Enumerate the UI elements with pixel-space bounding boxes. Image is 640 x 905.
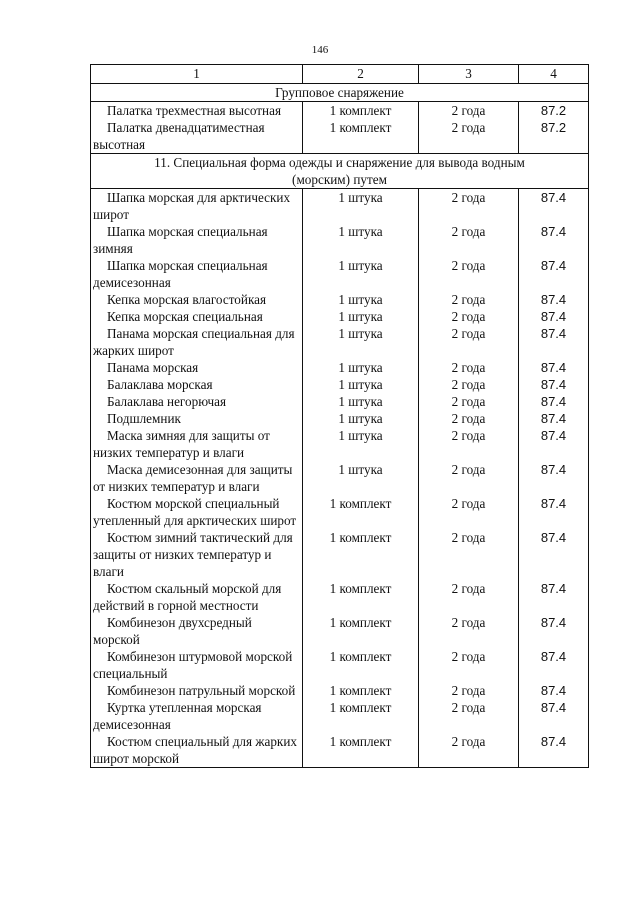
term-cell: 2 года <box>419 291 519 308</box>
column-header: 1 <box>91 65 303 84</box>
reference-cell: 87.4 <box>519 410 589 427</box>
quantity-cell: 1 комплект <box>303 119 419 154</box>
table-row <box>91 189 589 224</box>
item-name-cell: Комбинезон штурмовой морской специальный <box>91 648 303 682</box>
table-row <box>91 119 589 154</box>
quantity-cell: 1 штука <box>303 376 419 393</box>
quantity-cell: 1 комплект <box>303 682 419 699</box>
item-name-cell: Палатка двенадцатиместная высотная <box>91 119 303 154</box>
item-name-cell: Костюм скальный морской для действий в горной местности <box>91 580 303 614</box>
table-row <box>91 461 589 495</box>
item-name-cell: Шапка морская для арктических широт <box>91 189 303 224</box>
reference-cell: 87.4 <box>519 325 589 359</box>
reference-cell: 87.4 <box>519 427 589 461</box>
equipment-table <box>90 64 589 768</box>
item-name-cell: Кепка морская специальная <box>91 308 303 325</box>
reference-cell: 87.4 <box>519 376 589 393</box>
quantity-cell: 1 штука <box>303 410 419 427</box>
quantity-cell: 1 штука <box>303 393 419 410</box>
quantity-cell: 1 штука <box>303 223 419 257</box>
reference-cell: 87.4 <box>519 495 589 529</box>
reference-cell: 87.4 <box>519 308 589 325</box>
reference-cell: 87.4 <box>519 359 589 376</box>
quantity-cell: 1 штука <box>303 189 419 224</box>
item-name-cell: Подшлемник <box>91 410 303 427</box>
term-cell: 2 года <box>419 733 519 768</box>
group-equipment-body <box>91 102 589 154</box>
table-row <box>91 359 589 376</box>
term-cell: 2 года <box>419 102 519 120</box>
table-row <box>91 427 589 461</box>
quantity-cell: 1 штука <box>303 308 419 325</box>
term-cell: 2 года <box>419 325 519 359</box>
quantity-cell: 1 штука <box>303 461 419 495</box>
term-cell: 2 года <box>419 393 519 410</box>
term-cell: 2 года <box>419 410 519 427</box>
column-header: 2 <box>303 65 419 84</box>
reference-cell: 87.4 <box>519 257 589 291</box>
quantity-cell: 1 штука <box>303 325 419 359</box>
item-name-cell: Костюм зимний тактический для защиты от низких температур и влаги <box>91 529 303 580</box>
reference-cell: 87.4 <box>519 580 589 614</box>
reference-cell: 87.4 <box>519 393 589 410</box>
item-name-cell: Шапка морская специальная зимняя <box>91 223 303 257</box>
term-cell: 2 года <box>419 529 519 580</box>
section-heading-group: Групповое снаряжение <box>91 84 589 102</box>
item-name-cell: Маска зимняя для защиты от низких температур и влаги <box>91 427 303 461</box>
item-name-cell: Шапка морская специальная демисезонная <box>91 257 303 291</box>
reference-cell: 87.4 <box>519 223 589 257</box>
term-cell: 2 года <box>419 119 519 154</box>
reference-cell: 87.4 <box>519 682 589 699</box>
table-row <box>91 376 589 393</box>
table-row <box>91 393 589 410</box>
table-row <box>91 223 589 257</box>
quantity-cell: 1 комплект <box>303 614 419 648</box>
table-row <box>91 495 589 529</box>
quantity-cell: 1 комплект <box>303 102 419 120</box>
table-row <box>91 648 589 682</box>
term-cell: 2 года <box>419 223 519 257</box>
term-cell: 2 года <box>419 189 519 224</box>
table-row <box>91 733 589 768</box>
quantity-cell: 1 комплект <box>303 529 419 580</box>
table-row <box>91 699 589 733</box>
column-header: 4 <box>519 65 589 84</box>
reference-cell: 87.4 <box>519 529 589 580</box>
table-header-row <box>91 65 589 84</box>
term-cell: 2 года <box>419 495 519 529</box>
quantity-cell: 1 комплект <box>303 495 419 529</box>
item-name-cell: Комбинезон патрульный морской <box>91 682 303 699</box>
table-row <box>91 529 589 580</box>
reference-cell: 87.4 <box>519 189 589 224</box>
table-row <box>91 308 589 325</box>
item-name-cell: Панама морская <box>91 359 303 376</box>
quantity-cell: 1 комплект <box>303 733 419 768</box>
term-cell: 2 года <box>419 699 519 733</box>
table-row <box>91 325 589 359</box>
reference-cell: 87.4 <box>519 699 589 733</box>
special-equipment-body <box>91 189 589 768</box>
term-cell: 2 года <box>419 257 519 291</box>
table-row <box>91 102 589 120</box>
reference-cell: 87.4 <box>519 733 589 768</box>
quantity-cell: 1 комплект <box>303 699 419 733</box>
item-name-cell: Балаклава негорючая <box>91 393 303 410</box>
quantity-cell: 1 штука <box>303 427 419 461</box>
table-row <box>91 257 589 291</box>
section-heading-special: 11. Специальная форма одежды и снаряжение для вывода водным (морским) путем <box>91 154 589 189</box>
quantity-cell: 1 штука <box>303 257 419 291</box>
term-cell: 2 года <box>419 359 519 376</box>
item-name-cell: Кепка морская влагостойкая <box>91 291 303 308</box>
item-name-cell: Костюм морской специальный утепленный для арктических широт <box>91 495 303 529</box>
item-name-cell: Костюм специальный для жарких широт морской <box>91 733 303 768</box>
quantity-cell: 1 штука <box>303 359 419 376</box>
table-row <box>91 614 589 648</box>
term-cell: 2 года <box>419 614 519 648</box>
table-row <box>91 682 589 699</box>
quantity-cell: 1 штука <box>303 291 419 308</box>
item-name-cell: Балаклава морская <box>91 376 303 393</box>
item-name-cell: Комбинезон двухсредный морской <box>91 614 303 648</box>
reference-cell: 87.4 <box>519 648 589 682</box>
column-header: 3 <box>419 65 519 84</box>
table-row <box>91 410 589 427</box>
term-cell: 2 года <box>419 461 519 495</box>
section-heading-row <box>91 84 589 102</box>
item-name-cell: Панама морская специальная для жарких широт <box>91 325 303 359</box>
term-cell: 2 года <box>419 682 519 699</box>
term-cell: 2 года <box>419 376 519 393</box>
section-heading-row <box>91 154 589 189</box>
page-number: 146 <box>311 44 329 56</box>
item-name-cell: Куртка утепленная морская демисезонная <box>91 699 303 733</box>
table-row <box>91 291 589 308</box>
term-cell: 2 года <box>419 427 519 461</box>
reference-cell: 87.4 <box>519 614 589 648</box>
reference-cell: 87.2 <box>519 102 589 120</box>
item-name-cell: Маска демисезонная для защиты от низких температур и влаги <box>91 461 303 495</box>
term-cell: 2 года <box>419 308 519 325</box>
item-name-cell: Палатка трехместная высотная <box>91 102 303 120</box>
quantity-cell: 1 комплект <box>303 580 419 614</box>
term-cell: 2 года <box>419 580 519 614</box>
reference-cell: 87.4 <box>519 291 589 308</box>
quantity-cell: 1 комплект <box>303 648 419 682</box>
term-cell: 2 года <box>419 648 519 682</box>
reference-cell: 87.2 <box>519 119 589 154</box>
reference-cell: 87.4 <box>519 461 589 495</box>
table-row <box>91 580 589 614</box>
